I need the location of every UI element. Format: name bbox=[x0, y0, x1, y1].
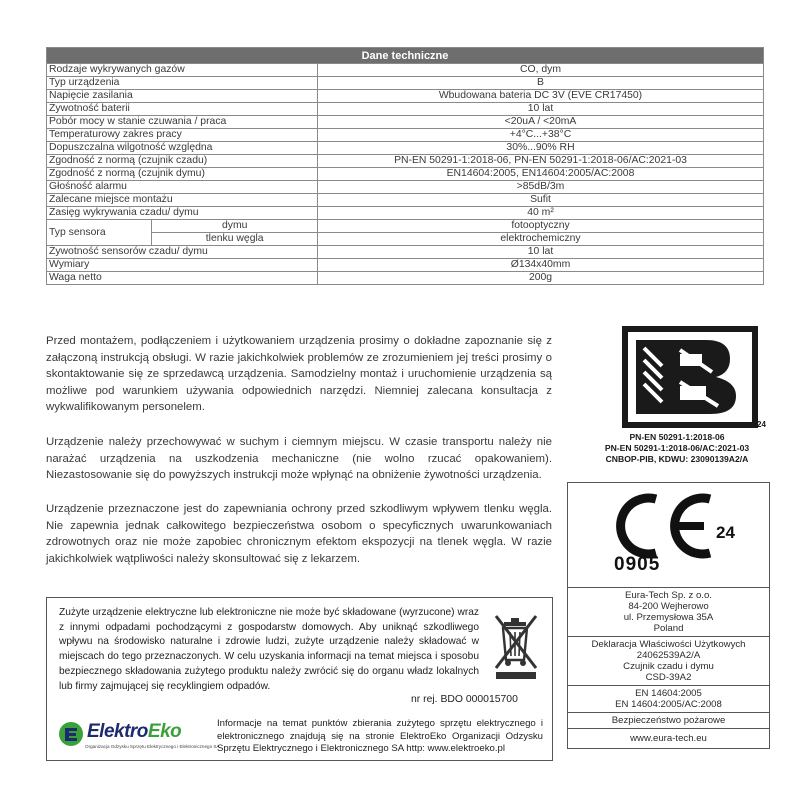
weee-text: Zużyte urządzenie elektryczne lub elektroniczne nie może być składowane (wyrzucone) wraz z innymi odpadami pochodzącymi z gospodarstw domowych. Aby uniknąć szkodliwego wpływu na środowisko naturalne i zdrowie ludzi, zużyte urządzenie należy składować w miejscach do tego przeznaczonych. W celu uzyskania informacji na temat miejsca i sposobu bezpiecznego składowania zużytego produktu należy zwrócić się do organu władz lokalnych lub firmy zajmującej się recyklingiem odpadów. bbox=[59, 607, 479, 692]
ce-declaration-box bbox=[567, 482, 770, 749]
b-mark-icon bbox=[598, 326, 778, 430]
ce-year: 24 bbox=[716, 523, 735, 542]
category-info: Bezpieczeństwo pożarowe bbox=[568, 712, 769, 728]
table-row: Waga netto 200g bbox=[47, 272, 764, 285]
table-row: Zalecane miejsce montażu Sufit bbox=[47, 194, 764, 207]
ce-mark bbox=[568, 483, 769, 587]
website-link[interactable]: www.eura-tech.eu bbox=[568, 728, 769, 748]
b-certification-mark bbox=[598, 326, 778, 435]
b-cert-text: PN-EN 50291-1:2018-06 PN-EN 50291-1:2018-06/AC:2021-03 CNBOP-PIB, KDWU: 23090139A2/A bbox=[604, 432, 750, 464]
ce-logo-icon bbox=[606, 491, 726, 561]
standards-info: EN 14604:2005 EN 14604:2005/AC:2008 bbox=[568, 685, 769, 712]
b-mark-number: 24 bbox=[757, 420, 766, 429]
bdo-registration: nr rej. BDO 000015700 bbox=[411, 694, 518, 705]
table-row: Żywotność sensorów czadu/ dymu 10 lat bbox=[47, 246, 764, 259]
paragraph-storage: Urządzenie należy przechowywać w suchym i ciemnym miejscu. W czasie transportu należy nie narażać urządzenia na uszkodzenia mechaniczne (nie wolno rzucać opakowaniem). Niezastosowanie się do powyższych instrukcji może wpłynąć na obniżenie żywotności urządzenia. bbox=[46, 436, 552, 481]
declaration-info: Deklaracja Właściwości Użytkowych 24062539A2/A Czujnik czadu i dymu CSD-39A2 bbox=[568, 636, 769, 685]
table-row: Pobór mocy w stanie czuwania / praca <20uA / <20mA bbox=[47, 116, 764, 129]
crossed-bin-icon bbox=[492, 612, 540, 682]
table-row: Rodzaje wykrywanych gazów CO, dym bbox=[47, 64, 764, 77]
notified-body-number: 0905 bbox=[614, 554, 661, 575]
table-row: Żywotność baterii 10 lat bbox=[47, 103, 764, 116]
table-title: Dane techniczne bbox=[47, 48, 764, 64]
table-row: Typ sensora dymu fotooptyczny bbox=[47, 220, 764, 233]
table-row: Głośność alarmu >85dB/3m bbox=[47, 181, 764, 194]
table-row: Napięcie zasilania Wbudowana bateria DC 3V (EVE CR17450) bbox=[47, 90, 764, 103]
table-row: Zgodność z normą (czujnik dymu) EN14604:2005, EN14604:2005/AC:2008 bbox=[47, 168, 764, 181]
table-row: Zgodność z normą (czujnik czadu) PN-EN 50291-1:2018-06, PN-EN 50291-1:2018-06/AC:2021-03 bbox=[47, 155, 764, 168]
elektroeko-logo-icon bbox=[57, 720, 85, 748]
elektroeko-logo: ElektroEko Organizacja Odzysku Sprzętu Elektrycznego i Elektronicznego SA bbox=[57, 720, 217, 756]
table-row: Dopuszczalna wilgotność względna 30%...90% RH bbox=[47, 142, 764, 155]
weee-box bbox=[46, 597, 553, 761]
table-row: Zasięg wykrywania czadu/ dymu 40 m² bbox=[47, 207, 764, 220]
paragraph-installation: Przed montażem, podłączeniem i użytkowaniem urządzenia prosimy o dokładne zapoznanie się z załączoną instrukcją obsługi. W razie jakichkolwiek problemów ze zrozumieniem jej treści prosimy o skontaktowanie się ze sprzedawcą urządzenia. Samodzielny montaż i uruchomienie urządzenia są możliwe pod warunkiem używania odpowiednich narzędzi. Niemniej zalecana konsultacja z wykwalifikowanym personelem. bbox=[46, 335, 552, 413]
table-row: Temperaturowy zakres pracy +4°C...+38°C bbox=[47, 129, 764, 142]
spec-table bbox=[46, 47, 764, 285]
table-row: Typ urządzenia B bbox=[47, 77, 764, 90]
sensor-label: Typ sensora bbox=[47, 220, 152, 246]
manufacturer-address: Eura-Tech Sp. z o.o. 84-200 Wejherowo ul. Przemysłowa 35A Poland bbox=[568, 587, 769, 636]
table-row: Wymiary Ø134x40mm bbox=[47, 259, 764, 272]
collection-info: Informacje na temat punktów zbierania zużytego sprzętu elektrycznego i elektronicznego znajdują się na stronie ElektroEko Organizacji Odzysku Sprzętu Elektrycznego i Elektronicznego SA http: www.elektroeko.pl bbox=[217, 718, 543, 755]
table-row: tlenku węgla elektrochemiczny bbox=[47, 233, 764, 246]
paragraph-purpose: Urządzenie przeznaczone jest do zapewniania ochrony przed szkodliwym wpływem tlenku węgla. Nie zapewnia jednak całkowitego bezpieczeństwa osobom o specyficznych uwarunkowaniach zdrowotnych oraz nie może zapobiec chronicznym efektom ekspozycji na tlenek węgla. W razie jakichkolwiek wątpliwości należy skonsultować się z lekarzem. bbox=[46, 503, 552, 565]
